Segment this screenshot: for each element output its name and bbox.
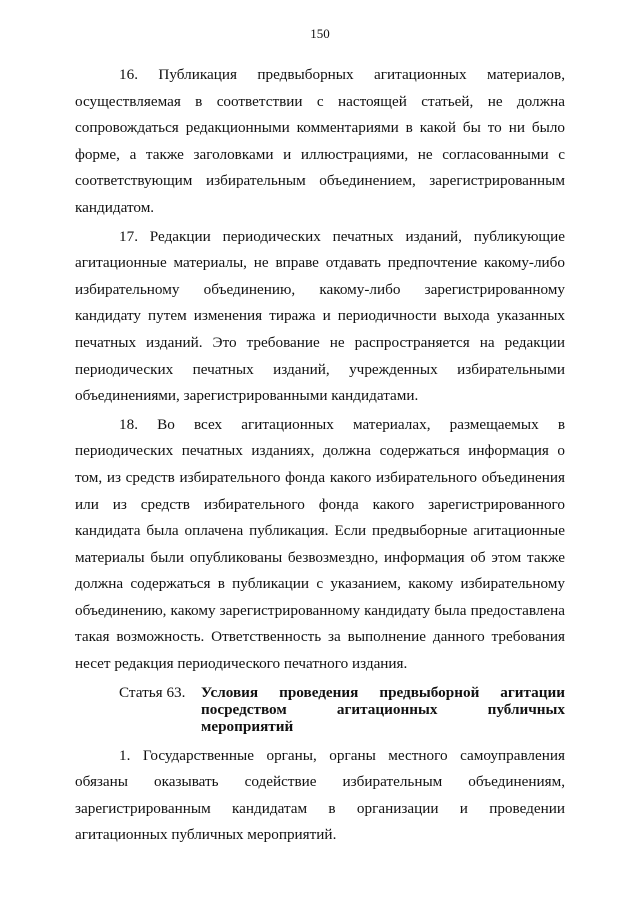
page-number: 150 bbox=[310, 26, 330, 41]
paragraph-16: 16. Публикация предвыборных агитационных материалов, осуществляемая в соответствии с настоящей статьей, не должна сопровождаться редакционными комментариями в какой бы то ни было форме, а также заголовками и иллюстрациями, не согласованными с соответствующим избирательным объединением, зарегистрированным кандидатом. bbox=[75, 66, 565, 216]
article-label: Статья 63. bbox=[119, 683, 186, 701]
paragraph-article-63-1: 1. Государственные органы, органы местного самоуправления обязаны оказывать содействие избирательным объединениям, зарегистрированным кандидатам в организации и проведении агитационных публичных мероприятий. bbox=[75, 746, 565, 844]
paragraph-17: 17. Редакции периодических печатных изданий, публикующие агитационные материалы, не вправе отдавать предпочтение какому-либо избирательному объединению, какому-либо зарегистрированному кандидату путем изменения тиража и периодичности выхода указанных печатных изданий. Это требование не распространяется на редакции периодических печатных изданий, учрежденных избирательными объединениями, зарегистрированными кандидатами. bbox=[75, 227, 565, 405]
paragraph-18: 18. Во всех агитационных материалах, размещаемых в периодических печатных изданиях, должна содержаться информация о том, из средств избирательного фонда какого избирательного объединения или из средств избирательного фонда какого зарегистрированного кандидата была оплачена публикация. Если предвыборные агитационные материалы были опубликованы безвозмездно, информация об этом также должна содержаться в публикации с указанием, какому избирательному объединению, какому зарегистрированному кандидату была предоставлена такая возможность. Ответственность за выполнение данного требования несет редакция периодического печатного издания. bbox=[75, 415, 565, 673]
article-heading bbox=[75, 684, 565, 735]
document-body bbox=[75, 62, 565, 851]
article-title: Условия проведения предвыборной агитации посредством агитационных публичных мероприятий bbox=[201, 683, 565, 735]
